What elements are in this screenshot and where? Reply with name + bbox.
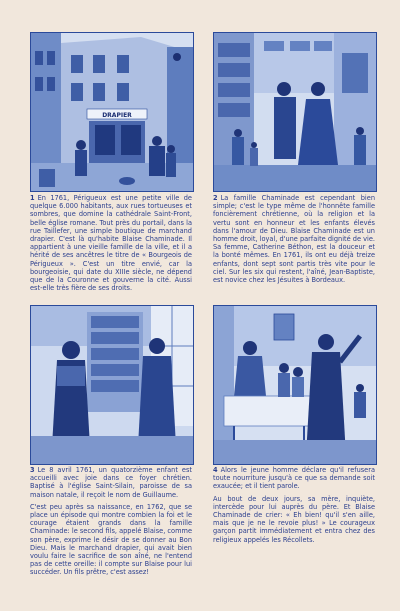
caption-4-text-1 bbox=[213, 466, 375, 491]
caption-2-number: 2 bbox=[213, 194, 218, 202]
caption-1-text bbox=[30, 194, 192, 292]
caption-3 bbox=[30, 466, 192, 581]
caption-4-paragraph-2: Au bout de deux jours, sa mère, inquiète, intercède pour lui auprès du père. Et Blaise Chaminade de crier: « Eh bien! qu'il s'en aille, mais que je ne le revoie plus! » Le courageux garçon partit immédiatement et entra chez des religieux appelés les Récollets. bbox=[213, 494, 375, 544]
caption-4-paragraph-1: Alors le jeune homme déclare qu'il refusera toute nourriture jusqu'à ce que sa demande soit exaucée; et il tient parole. bbox=[213, 466, 375, 491]
caption-4 bbox=[213, 466, 375, 548]
panel-2-illustration bbox=[213, 32, 377, 192]
caption-3-paragraph-1: Le 8 avril 1761, un quatorzième enfant est accueilli avec joie dans ce foyer chrétien. Baptisé à l'église Saint-Silain, paroisse de sa maison natale, il reçoit le nom de Guillaume. bbox=[30, 466, 192, 499]
caption-2-paragraph-1: La famille Chaminade est cependant bien simple; c'est le type même de l'honnête famille foncièrement chrétienne, où la religion et la vertu sont en honneur et les enfants élevés dans l'amour de Dieu. Blaise Chaminade est un homme droit, loyal, d'une parfaite dignité de vie. Sa femme, Catherine Béthon, est la douceur et la bonté mêmes. En 1761, ils ont eu déjà treize enfants, dont sept sont partis très vite pour le ciel. Sur les six qui restent, l'aîné, Jean-Baptiste, est novice chez les Jésuites à Bordeaux. bbox=[213, 194, 375, 285]
caption-1-number: 1 bbox=[30, 194, 35, 202]
caption-3-text-1 bbox=[30, 466, 192, 499]
panel-3-illustration bbox=[30, 305, 194, 465]
caption-3-paragraph-2: C'est peu après sa naissance, en 1762, que se place un épisode qui montre combien la foi et le courage étaient grands dans la famille Chaminade: le second fils, appelé Blaise, comme son père, exprime le désir de se donner au Bon Dieu. Mais le marchand drapier, qui avait bien voulu faire le sacrifice de son aîné, ne l'entend pas de cette oreille: il compte sur Blaise pour lui succéder. Un fils prêtre, c'est assez! bbox=[30, 502, 192, 577]
caption-2-text bbox=[213, 194, 375, 284]
caption-1 bbox=[30, 194, 192, 296]
panel-1-illustration bbox=[30, 32, 194, 192]
caption-1-paragraph-1: En 1761, Périgueux est une petite ville de quelque 6.000 habitants, aux rues tortueuses et sombres, que domine la cathédrale Saint-Front, belle église romane. Tout près du portail, dans la rue Taillefer, une simple boutique de marchand drapier. C'est là qu'habite Blaise Chaminade. Il appartient à une vieille famille de la ville, et il a hérité de ses ancêtres le titre de « Bourgeois de Périgueux ». C'est un titre envié, car la bourgeoisie, qui date du XIIIe siècle, ne dépend que de la Couronne et gouverne la cité. Aussi est-elle très fière de ses droits. bbox=[30, 194, 192, 293]
caption-3-number: 3 bbox=[30, 466, 35, 474]
caption-4-number: 4 bbox=[213, 466, 218, 474]
panel-4-illustration bbox=[213, 305, 377, 465]
caption-2 bbox=[213, 194, 375, 288]
shop-sign-text: DRAPIER bbox=[102, 112, 132, 119]
